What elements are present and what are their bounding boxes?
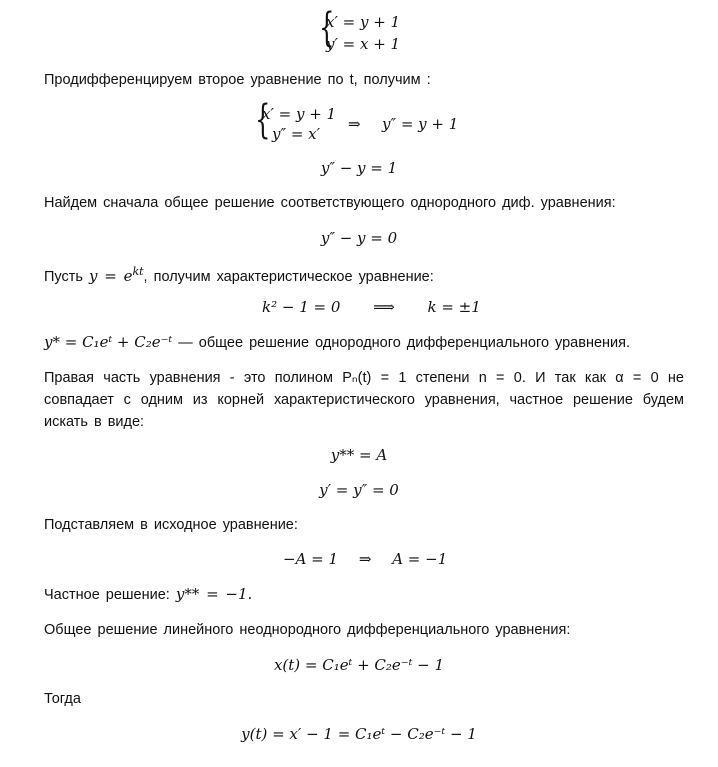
particular-text: Частное решение:: [44, 587, 176, 603]
equation-x: x(t) = C₁eᵗ + C₂e⁻ᵗ − 1: [273, 656, 445, 674]
paragraph-homogeneous: Найдем сначала общее решение соответствующего однородного диф. уравнения:: [44, 195, 616, 211]
equation-derivatives: y′ = y″ = 0: [319, 481, 399, 499]
paragraph-particular-solution: [44, 584, 252, 605]
let-after: , получим характеристическое уравнение:: [143, 268, 434, 285]
paragraph-then: Тогда: [44, 691, 81, 707]
equation-diff: y″ − y = 1: [320, 159, 398, 177]
paragraph-right-side-3: искать в виде:: [44, 414, 145, 430]
paragraph-right-side-2: совпадает с одним из корней характеристического уравнения, частное решение будем: [44, 392, 684, 408]
system1-eq1: x′ = y + 1: [326, 13, 401, 31]
char-right: k = ±1: [427, 298, 481, 316]
general-homog-text: — общее решение однородного дифференциального уравнения.: [172, 335, 631, 351]
let-exponent: kt: [132, 265, 144, 278]
char-arrow: ⟹: [373, 298, 395, 316]
paragraph-general-solution: Общее решение линейного неоднородного дифференциального уравнения:: [44, 622, 571, 638]
general-homog-formula: y* = C₁eᵗ + C₂e⁻ᵗ: [44, 333, 173, 351]
let-formula: y = e: [88, 266, 133, 285]
general-homogeneous-solution: [44, 332, 630, 353]
subst-left: −A = 1: [283, 550, 339, 568]
brace-glyph: {: [255, 97, 271, 143]
equation-characteristic: [262, 297, 481, 317]
system2-result: y″ = y + 1: [382, 115, 459, 133]
system1-eq2: y′ = x + 1: [326, 35, 401, 53]
paragraph-differentiate: Продифференцируем второе уравнение по t, получим :: [44, 72, 431, 88]
paragraph-let: [44, 262, 434, 287]
brace-glyph: {: [319, 5, 335, 51]
paragraph-right-side-1: Правая часть уравнения - это полином Pₙ(t) = 1 степени n = 0. И так как α = 0 не: [44, 370, 684, 386]
let-before: Пусть: [44, 268, 89, 285]
equation-y: y(t) = x′ − 1 = C₁eᵗ − C₂e⁻ᵗ − 1: [241, 725, 477, 743]
system2-eq1: x′ = y + 1: [262, 105, 337, 123]
particular-formula: y** = −1.: [175, 585, 253, 603]
implies-arrow: ⇒: [348, 115, 361, 133]
subst-right: A = −1: [392, 550, 448, 568]
equation-substitution: [283, 549, 447, 569]
equation-particular: y** = A: [330, 446, 388, 464]
equation-homogeneous: y″ − y = 0: [320, 229, 398, 247]
char-left: k² − 1 = 0: [262, 298, 341, 316]
system2-eq2: y″ = x′: [272, 125, 321, 143]
subst-arrow: ⇒: [358, 550, 372, 568]
paragraph-substitute: Подставляем в исходное уравнение:: [44, 517, 298, 533]
